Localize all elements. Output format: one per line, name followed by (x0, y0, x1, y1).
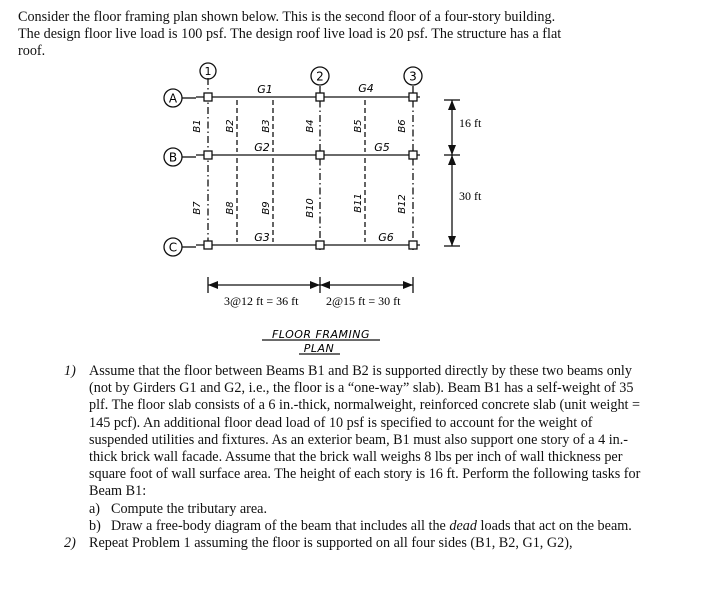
dimension-30ft: 30 ft (459, 189, 482, 203)
beam-label-b1: B1 (192, 119, 203, 133)
column-label-2: 2 (316, 69, 324, 84)
column-label-1: 1 (204, 65, 212, 78)
girder-label-g4: G4 (358, 82, 374, 95)
problem-1b-label: b) (89, 517, 101, 534)
intro-line-2: The design floor live load is 100 psf. The design roof live load is 20 psf. The structure has a flat (18, 26, 562, 42)
column-c3 (409, 241, 417, 249)
beam-label-b5: B5 (353, 119, 364, 133)
column-a1 (204, 93, 212, 101)
girder-label-g2: G2 (254, 141, 270, 154)
problem-2 (64, 535, 654, 552)
column-label-3: 3 (409, 69, 417, 84)
beam-label-b8: B8 (225, 201, 236, 215)
beam-label-b9: B9 (261, 201, 272, 215)
girder-label-g1: G1 (257, 83, 273, 96)
beam-label-b11: B11 (353, 193, 364, 213)
girder-label-g5: G5 (374, 141, 390, 154)
problem-2-text: Repeat Problem 1 assuming the floor is supported on all four sides (B1, B2, G1, G2), (89, 535, 573, 552)
problem-list (64, 363, 654, 552)
row-label-b: B (168, 150, 178, 165)
column-a3 (409, 93, 417, 101)
problem-1-text: Assume that the floor between Beams B1 and B2 is supported directly by these two beams only (not by Girders G1 and G2, i.e., the floor is a “one-way” slab). Beam B1 has a self-weight of 35 plf. The floor slab consists of a 6 in.-thick, normalweight, reinforced concrete slab (unit weight = 145 pcf). An additional floor dead load of 10 psf is specified to account for the weight of suspended utilities and fixtures. As an exterior beam, B1 must also support one story of a 4 in.-thick brick wall facade. Assume that the brick wall weighs 8 lbs per inch of wall thickness per square foot of wall surface area. The height of each story is 16 ft. Perform the following tasks for Beam B1: (89, 363, 641, 500)
problem-1b (89, 518, 654, 535)
dimension-16ft: 16 ft (459, 116, 482, 130)
column-b1 (204, 151, 212, 159)
column-b2 (316, 151, 324, 159)
problem-1b-text-start: Draw a free-body diagram of the beam that includes all the (111, 517, 450, 534)
girder-label-g3: G3 (254, 231, 270, 244)
problem-1a-text: Compute the tributary area. (111, 500, 268, 517)
problem-2-number: 2) (64, 535, 76, 552)
row-label-c: C (168, 240, 178, 255)
plan-caption-line-1: FLOOR FRAMING (271, 328, 371, 341)
girder-label-g6: G6 (378, 231, 394, 244)
intro-line-3: roof. (18, 43, 46, 59)
column-b3 (409, 151, 417, 159)
intro-line-1: Consider the floor framing plan shown below. This is the second floor of a four-story building. (18, 9, 556, 25)
beam-label-b6: B6 (397, 119, 408, 133)
beam-label-b3: B3 (261, 119, 272, 133)
row-label-a: A (168, 91, 178, 106)
problem-1-number: 1) (64, 363, 76, 379)
column-c2 (316, 241, 324, 249)
beam-label-b2: B2 (225, 119, 236, 133)
plan-caption-line-2: PLAN (303, 342, 335, 355)
column-c1 (204, 241, 212, 249)
beam-label-b4: B4 (305, 119, 316, 133)
dimension-2x15ft: 2@15 ft = 30 ft (326, 294, 401, 308)
problem-1 (64, 363, 654, 535)
problem-1a (89, 501, 654, 518)
beam-label-b10: B10 (305, 198, 316, 218)
problem-1b-text-end: loads that act on the beam. (477, 517, 632, 534)
column-a2 (316, 93, 324, 101)
dimension-3x12ft: 3@12 ft = 36 ft (224, 294, 299, 308)
problem-1a-label: a) (89, 500, 101, 517)
beam-label-b7: B7 (192, 201, 203, 215)
problem-1b-dead-emphasis: dead (449, 517, 477, 534)
beam-label-b12: B12 (397, 194, 408, 214)
